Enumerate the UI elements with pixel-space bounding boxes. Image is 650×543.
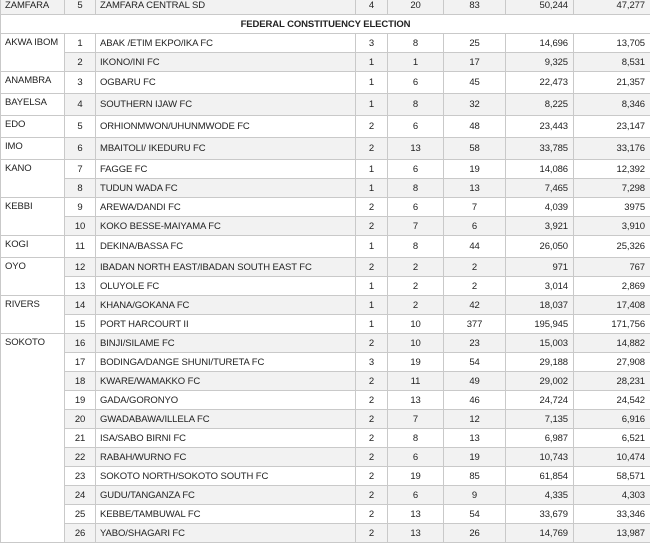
table-row (1, 53, 650, 72)
registered-voters-cell: 33,679 (506, 505, 574, 524)
constituency-cell: GADA/GORONYO (96, 391, 356, 410)
pvcs-collected-cell: 17,408 (574, 296, 650, 315)
wards-cell: 2 (388, 277, 444, 296)
constituency-cell: KOKO BESSE-MAIYAMA FC (96, 217, 356, 236)
polling-units-cell: 13 (444, 429, 506, 448)
table-row (1, 198, 650, 217)
constituency-cell: OLUYOLE FC (96, 277, 356, 296)
polling-units-cell: 49 (444, 372, 506, 391)
polling-units-cell: 46 (444, 391, 506, 410)
table-row (1, 160, 650, 179)
state-cell: KEBBI (1, 198, 65, 236)
row-number-cell: 7 (65, 160, 96, 179)
registered-voters-cell: 195,945 (506, 315, 574, 334)
pvcs-collected-cell: 3975 (574, 198, 650, 217)
registered-voters-cell: 4,039 (506, 198, 574, 217)
senatorial-cell: 2 (356, 505, 388, 524)
polling-units-cell: 26 (444, 524, 506, 543)
pvcs-collected-cell: 23,147 (574, 116, 650, 138)
row-number-cell: 4 (65, 94, 96, 116)
pvcs-collected-cell: 7,298 (574, 179, 650, 198)
constituency-cell: SOKOTO NORTH/SOKOTO SOUTH FC (96, 467, 356, 486)
constituency-cell: FAGGE FC (96, 160, 356, 179)
pvcs-collected-cell: 767 (574, 258, 650, 277)
polling-units-cell: 6 (444, 217, 506, 236)
constituency-cell: ABAK /ETIM EKPO/IKA FC (96, 34, 356, 53)
registered-voters-cell: 14,769 (506, 524, 574, 543)
wards-cell: 6 (388, 160, 444, 179)
wards-cell: 10 (388, 334, 444, 353)
senatorial-cell: 1 (356, 236, 388, 258)
senatorial-cell: 1 (356, 53, 388, 72)
polling-units-cell: 13 (444, 179, 506, 198)
senatorial-cell: 2 (356, 198, 388, 217)
senatorial-cell: 2 (356, 372, 388, 391)
table-row (1, 505, 650, 524)
wards-cell: 2 (388, 258, 444, 277)
state-cell: OYO (1, 258, 65, 296)
row-number-cell: 21 (65, 429, 96, 448)
row-number-cell: 16 (65, 334, 96, 353)
row-number-cell: 12 (65, 258, 96, 277)
senatorial-cell: 2 (356, 410, 388, 429)
wards-cell: 19 (388, 353, 444, 372)
pvcs-collected-cell: 4,303 (574, 486, 650, 505)
table-row (1, 296, 650, 315)
senatorial-cell: 3 (356, 353, 388, 372)
state-cell: KOGI (1, 236, 65, 258)
row-number-cell: 3 (65, 72, 96, 94)
constituency-cell: GWADABAWA/ILLELA FC (96, 410, 356, 429)
registered-voters-cell: 971 (506, 258, 574, 277)
constituency-cell: ZAMFARA CENTRAL SD (96, 0, 356, 15)
table-row (1, 179, 650, 198)
registered-voters-cell: 3,921 (506, 217, 574, 236)
constituency-cell: RABAH/WURNO FC (96, 448, 356, 467)
constituency-cell: KWARE/WAMAKKO FC (96, 372, 356, 391)
wards-cell: 13 (388, 524, 444, 543)
state-cell: SOKOTO (1, 334, 65, 543)
constituency-cell: BINJI/SILAME FC (96, 334, 356, 353)
table-row (1, 372, 650, 391)
pvcs-collected-cell: 8,531 (574, 53, 650, 72)
registered-voters-cell: 10,743 (506, 448, 574, 467)
row-number-cell: 1 (65, 34, 96, 53)
polling-units-cell: 42 (444, 296, 506, 315)
polling-units-cell: 54 (444, 353, 506, 372)
wards-cell: 8 (388, 429, 444, 448)
registered-voters-cell: 22,473 (506, 72, 574, 94)
wards-cell: 6 (388, 486, 444, 505)
polling-units-cell: 45 (444, 72, 506, 94)
wards-cell: 8 (388, 34, 444, 53)
wards-cell: 1 (388, 53, 444, 72)
table-row (1, 334, 650, 353)
polling-units-cell: 2 (444, 258, 506, 277)
pvcs-collected-cell: 2,869 (574, 277, 650, 296)
polling-units-cell: 17 (444, 53, 506, 72)
polling-units-cell: 23 (444, 334, 506, 353)
row-number-cell: 17 (65, 353, 96, 372)
senatorial-cell: 2 (356, 391, 388, 410)
senatorial-cell: 2 (356, 448, 388, 467)
table-row (1, 116, 650, 138)
pvcs-collected-cell: 3,910 (574, 217, 650, 236)
state-cell: ANAMBRA (1, 72, 65, 94)
constituency-cell: KEBBE/TAMBUWAL FC (96, 505, 356, 524)
polling-units-cell: 83 (444, 0, 506, 15)
constituency-cell: ORHIONMWON/UHUNMWODE FC (96, 116, 356, 138)
senatorial-cell: 2 (356, 524, 388, 543)
registered-voters-cell: 14,696 (506, 34, 574, 53)
senatorial-cell: 1 (356, 277, 388, 296)
constituency-cell: GUDU/TANGANZA FC (96, 486, 356, 505)
registered-voters-cell: 7,465 (506, 179, 574, 198)
constituency-cell: PORT HARCOURT II (96, 315, 356, 334)
wards-cell: 10 (388, 315, 444, 334)
polling-units-cell: 48 (444, 116, 506, 138)
table-row (1, 486, 650, 505)
row-number-cell: 18 (65, 372, 96, 391)
row-number-cell: 9 (65, 198, 96, 217)
constituency-cell: MBAITOLI/ IKEDURU FC (96, 138, 356, 160)
pvcs-collected-cell: 33,176 (574, 138, 650, 160)
state-cell: AKWA IBOM (1, 34, 65, 72)
polling-units-cell: 9 (444, 486, 506, 505)
row-number-cell: 8 (65, 179, 96, 198)
pvcs-collected-cell: 27,908 (574, 353, 650, 372)
table-row (1, 353, 650, 372)
table-row (1, 429, 650, 448)
senatorial-cell: 2 (356, 258, 388, 277)
row-number-cell: 11 (65, 236, 96, 258)
polling-units-cell: 25 (444, 34, 506, 53)
registered-voters-cell: 7,135 (506, 410, 574, 429)
table-row (1, 0, 650, 15)
wards-cell: 6 (388, 116, 444, 138)
polling-units-cell: 12 (444, 410, 506, 429)
table-row (1, 72, 650, 94)
senatorial-cell: 2 (356, 429, 388, 448)
polling-units-cell: 54 (444, 505, 506, 524)
senatorial-cell: 1 (356, 160, 388, 179)
row-number-cell: 5 (65, 0, 96, 15)
senatorial-cell: 1 (356, 94, 388, 116)
senatorial-cell: 1 (356, 315, 388, 334)
senatorial-cell: 1 (356, 296, 388, 315)
constituency-cell: YABO/SHAGARI FC (96, 524, 356, 543)
table-row (1, 524, 650, 543)
section-title: FEDERAL CONSTITUENCY ELECTION (1, 15, 650, 34)
pvcs-collected-cell: 33,346 (574, 505, 650, 524)
registered-voters-cell: 23,443 (506, 116, 574, 138)
polling-units-cell: 32 (444, 94, 506, 116)
polling-units-cell: 19 (444, 160, 506, 179)
pvcs-collected-cell: 25,326 (574, 236, 650, 258)
row-number-cell: 24 (65, 486, 96, 505)
registered-voters-cell: 8,225 (506, 94, 574, 116)
senatorial-cell: 2 (356, 217, 388, 236)
pvcs-collected-cell: 10,474 (574, 448, 650, 467)
wards-cell: 6 (388, 448, 444, 467)
senatorial-cell: 2 (356, 486, 388, 505)
row-number-cell: 13 (65, 277, 96, 296)
table-row (1, 277, 650, 296)
state-cell: ZAMFARA (1, 0, 65, 15)
registered-voters-cell: 3,014 (506, 277, 574, 296)
pvcs-collected-cell: 6,916 (574, 410, 650, 429)
row-number-cell: 19 (65, 391, 96, 410)
constituency-cell: DEKINA/BASSA FC (96, 236, 356, 258)
senatorial-cell: 2 (356, 116, 388, 138)
senatorial-cell: 1 (356, 179, 388, 198)
section-header-row (1, 15, 650, 34)
wards-cell: 8 (388, 236, 444, 258)
registered-voters-cell: 29,002 (506, 372, 574, 391)
state-cell: KANO (1, 160, 65, 198)
wards-cell: 20 (388, 0, 444, 15)
pvcs-collected-cell: 58,571 (574, 467, 650, 486)
pvcs-collected-cell: 24,542 (574, 391, 650, 410)
polling-units-cell: 2 (444, 277, 506, 296)
row-number-cell: 26 (65, 524, 96, 543)
registered-voters-cell: 6,987 (506, 429, 574, 448)
table-row (1, 217, 650, 236)
row-number-cell: 14 (65, 296, 96, 315)
row-number-cell: 22 (65, 448, 96, 467)
wards-cell: 13 (388, 505, 444, 524)
registered-voters-cell: 33,785 (506, 138, 574, 160)
pvcs-collected-cell: 28,231 (574, 372, 650, 391)
registered-voters-cell: 29,188 (506, 353, 574, 372)
table-row (1, 467, 650, 486)
polling-units-cell: 44 (444, 236, 506, 258)
pvcs-collected-cell: 6,521 (574, 429, 650, 448)
wards-cell: 6 (388, 72, 444, 94)
wards-cell: 7 (388, 410, 444, 429)
constituency-cell: ISA/SABO BIRNI FC (96, 429, 356, 448)
constituency-cell: OGBARU FC (96, 72, 356, 94)
pvcs-collected-cell: 12,392 (574, 160, 650, 179)
polling-units-cell: 58 (444, 138, 506, 160)
pvcs-collected-cell: 171,756 (574, 315, 650, 334)
table-body (1, 0, 650, 543)
pvcs-collected-cell: 47,277 (574, 0, 650, 15)
wards-cell: 11 (388, 372, 444, 391)
pvcs-collected-cell: 21,357 (574, 72, 650, 94)
row-number-cell: 2 (65, 53, 96, 72)
row-number-cell: 6 (65, 138, 96, 160)
registered-voters-cell: 14,086 (506, 160, 574, 179)
senatorial-cell: 2 (356, 334, 388, 353)
state-cell: EDO (1, 116, 65, 138)
registered-voters-cell: 61,854 (506, 467, 574, 486)
constituency-cell: IKONO/INI FC (96, 53, 356, 72)
table-row (1, 236, 650, 258)
wards-cell: 7 (388, 217, 444, 236)
polling-units-cell: 377 (444, 315, 506, 334)
polling-units-cell: 85 (444, 467, 506, 486)
registered-voters-cell: 26,050 (506, 236, 574, 258)
wards-cell: 6 (388, 198, 444, 217)
constituency-cell: TUDUN WADA FC (96, 179, 356, 198)
pvcs-collected-cell: 8,346 (574, 94, 650, 116)
row-number-cell: 23 (65, 467, 96, 486)
registered-voters-cell: 15,003 (506, 334, 574, 353)
registered-voters-cell: 50,244 (506, 0, 574, 15)
table-row (1, 448, 650, 467)
state-cell: BAYELSA (1, 94, 65, 116)
polling-units-cell: 7 (444, 198, 506, 217)
constituency-cell: IBADAN NORTH EAST/IBADAN SOUTH EAST FC (96, 258, 356, 277)
row-number-cell: 20 (65, 410, 96, 429)
constituency-cell: KHANA/GOKANA FC (96, 296, 356, 315)
table-row (1, 258, 650, 277)
registered-voters-cell: 24,724 (506, 391, 574, 410)
polling-units-cell: 19 (444, 448, 506, 467)
constituency-cell: SOUTHERN IJAW FC (96, 94, 356, 116)
state-cell: IMO (1, 138, 65, 160)
row-number-cell: 25 (65, 505, 96, 524)
constituency-cell: AREWA/DANDI FC (96, 198, 356, 217)
registered-voters-cell: 9,325 (506, 53, 574, 72)
table-row (1, 410, 650, 429)
wards-cell: 8 (388, 179, 444, 198)
senatorial-cell: 3 (356, 34, 388, 53)
wards-cell: 13 (388, 138, 444, 160)
senatorial-cell: 4 (356, 0, 388, 15)
table-row (1, 138, 650, 160)
row-number-cell: 5 (65, 116, 96, 138)
wards-cell: 2 (388, 296, 444, 315)
table-row (1, 391, 650, 410)
wards-cell: 13 (388, 391, 444, 410)
senatorial-cell: 2 (356, 467, 388, 486)
table-row (1, 315, 650, 334)
senatorial-cell: 1 (356, 72, 388, 94)
pvcs-collected-cell: 14,882 (574, 334, 650, 353)
constituency-cell: BODINGA/DANGE SHUNI/TURETA FC (96, 353, 356, 372)
senatorial-cell: 2 (356, 138, 388, 160)
registered-voters-cell: 18,037 (506, 296, 574, 315)
registered-voters-cell: 4,335 (506, 486, 574, 505)
row-number-cell: 10 (65, 217, 96, 236)
table-row (1, 94, 650, 116)
state-cell: RIVERS (1, 296, 65, 334)
pvcs-collected-cell: 13,987 (574, 524, 650, 543)
wards-cell: 19 (388, 467, 444, 486)
row-number-cell: 15 (65, 315, 96, 334)
table-row (1, 34, 650, 53)
pvcs-collected-cell: 13,705 (574, 34, 650, 53)
wards-cell: 8 (388, 94, 444, 116)
